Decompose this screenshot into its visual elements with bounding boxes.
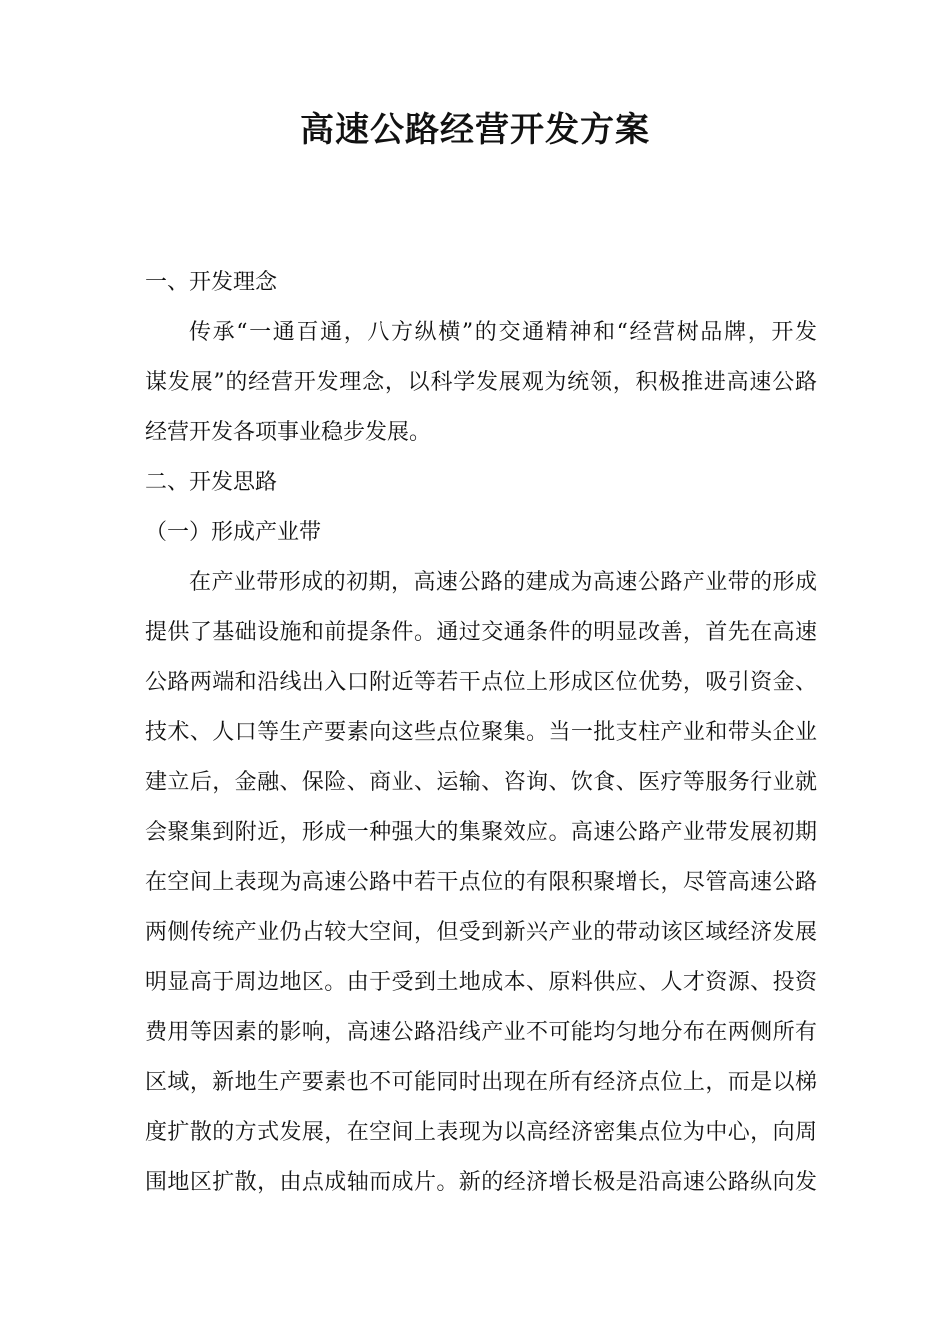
section-heading-1: 一、开发理念 [145, 270, 278, 295]
paragraph-line: 传承“一通百通，八方纵横”的交通精神和“经营树品牌，开发 [189, 320, 817, 345]
paragraph-line: 会聚集到附近，形成一种强大的集聚效应。高速公路产业带发展初期 [145, 820, 817, 845]
paragraph-line: 在空间上表现为高速公路中若干点位的有限积聚增长，尽管高速公路 [145, 870, 817, 895]
paragraph-line: 在产业带形成的初期，高速公路的建成为高速公路产业带的形成 [189, 570, 817, 595]
paragraph-line: 度扩散的方式发展，在空间上表现为以高经济密集点位为中心，向周 [145, 1120, 817, 1145]
document-body [145, 258, 817, 1208]
subsection-heading-1: （一）形成产业带 [145, 520, 322, 545]
paragraph-line: 费用等因素的影响，高速公路沿线产业不可能均匀地分布在两侧所有 [145, 1020, 817, 1045]
document-title: 高速公路经营开发方案 [300, 110, 650, 150]
paragraph-line: 谋发展”的经营开发理念，以科学发展观为统领，积极推进高速公路 [145, 370, 817, 395]
paragraph-line: 两侧传统产业仍占较大空间，但受到新兴产业的带动该区域经济发展 [145, 920, 817, 945]
paragraph-line: 公路两端和沿线出入口附近等若干点位上形成区位优势，吸引资金、 [145, 670, 817, 695]
paragraph-line: 区域，新地生产要素也不可能同时出现在所有经济点位上，而是以梯 [145, 1070, 817, 1095]
paragraph-line: 建立后，金融、保险、商业、运输、咨询、饮食、医疗等服务行业就 [145, 770, 817, 795]
paragraph-line: 技术、人口等生产要素向这些点位聚集。当一批支柱产业和带头企业 [145, 720, 817, 745]
paragraph-line: 经营开发各项事业稳步发展。 [145, 420, 432, 445]
paragraph-line: 围地区扩散，由点成轴而成片。新的经济增长极是沿高速公路纵向发 [145, 1170, 817, 1195]
paragraph-line: 明显高于周边地区。由于受到土地成本、原料供应、人才资源、投资 [145, 970, 817, 995]
section-heading-2: 二、开发思路 [145, 470, 278, 495]
paragraph-line: 提供了基础设施和前提条件。通过交通条件的明显改善，首先在高速 [145, 620, 817, 645]
